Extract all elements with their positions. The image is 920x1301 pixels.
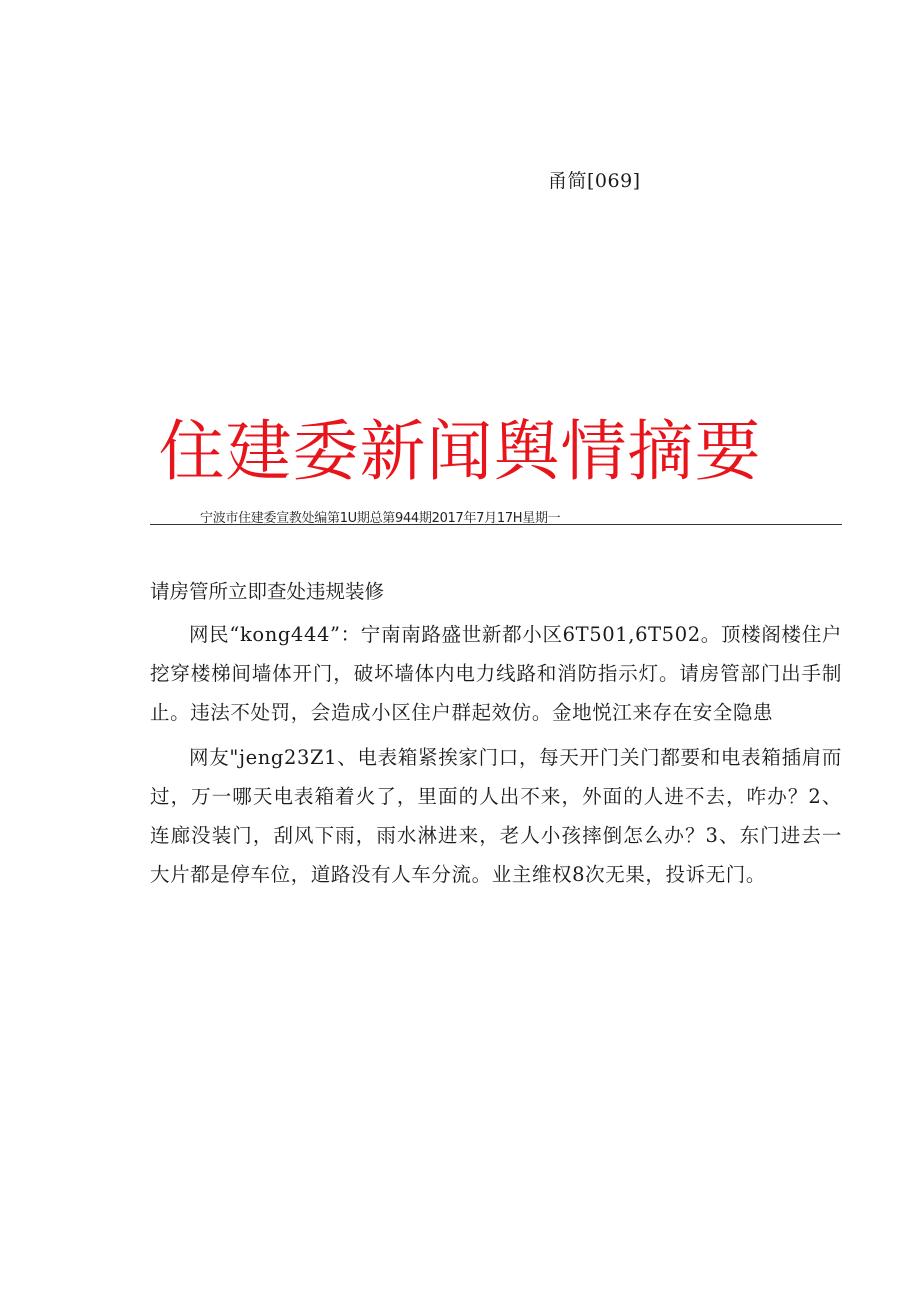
article-title: 请房管所立即查处违规装修 (150, 580, 385, 603)
masthead-title: 住建委新闻舆情摘要 (158, 413, 762, 491)
article (150, 572, 842, 900)
document-number: 甬简[069] (548, 170, 641, 192)
article-paragraph: 网友"jeng23Z1、电表箱紧挨家门口，每天开门关门都要和电表箱插肩而过，万一哪天电表箱着火了，里面的人出不来，外面的人进不去，咋办？2、连廊没装门，刮风下雨，雨水淋进来，老人小孩摔倒怎么办？3、东门进去一大片都是停车位，道路没有人车分流。业主维权8次无果，投诉无门。 (150, 746, 842, 886)
issue-info-line: 宁波市住建委宣教处编第1U期总第944期2017年7月17H星期一 (200, 511, 561, 526)
article-paragraph: 网民“kong444”：宁南南路盛世新都小区6T501,6T502。顶楼阁楼住户挖穿楼梯间墙体开门，破坏墙体内电力线路和消防指示灯。请房管部门出手制止。违法不处罚，会造成小区住户群起效仿。金地悦江来存在安全隐患 (150, 623, 842, 724)
header-divider (150, 524, 842, 525)
